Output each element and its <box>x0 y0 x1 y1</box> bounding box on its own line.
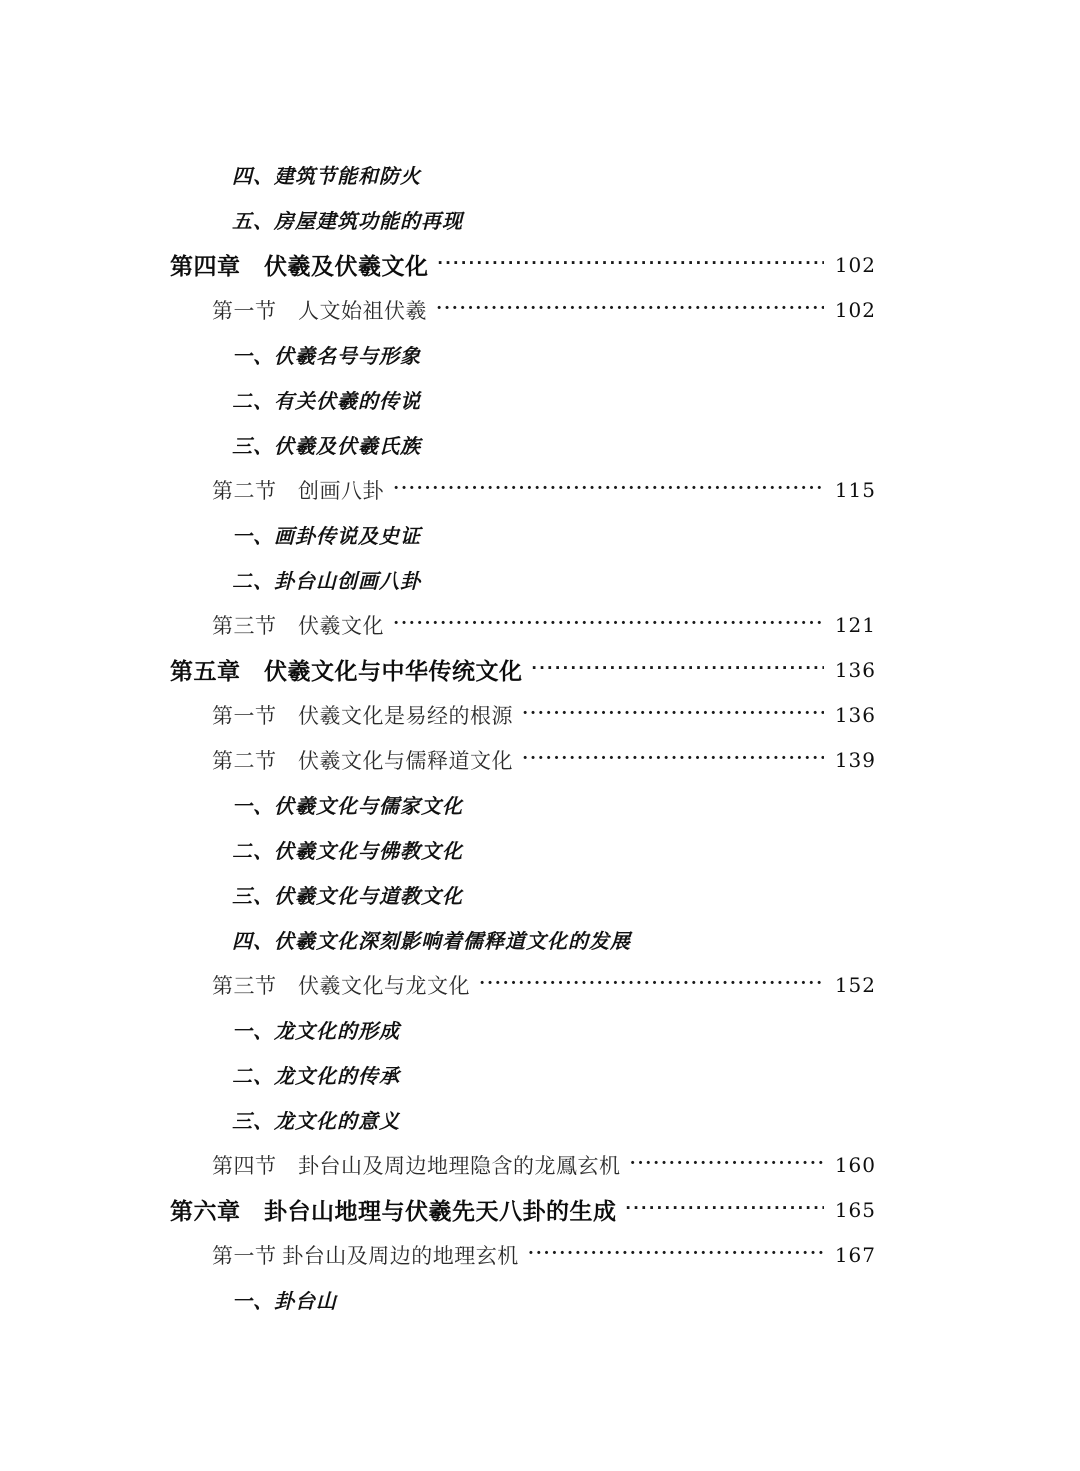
entry-title: 第三节 伏羲文化 <box>212 613 384 638</box>
dot-leader <box>436 298 824 320</box>
toc-entry <box>170 152 876 197</box>
toc-entry <box>170 377 876 422</box>
dot-leader <box>528 1243 824 1265</box>
toc-entry <box>170 917 876 962</box>
toc-entry-chapter <box>170 242 876 287</box>
entry-title: 第五章 伏羲文化与中华传统文化 <box>170 658 523 684</box>
entry-title: 四、建筑节能和防火 <box>232 166 421 188</box>
toc-entry <box>170 512 876 557</box>
entry-page-number: 136 <box>834 702 876 727</box>
dot-leader <box>630 1153 825 1175</box>
entry-page-number: 102 <box>834 297 876 322</box>
dot-leader <box>532 658 825 680</box>
toc-entry <box>170 872 876 917</box>
entry-title: 五、房屋建筑功能的再现 <box>232 211 463 233</box>
entry-page-number: 165 <box>834 1197 876 1222</box>
entry-title: 一、伏羲文化与儒家文化 <box>232 796 463 818</box>
entry-title: 三、伏羲及伏羲氏族 <box>232 436 421 458</box>
entry-title: 三、龙文化的意义 <box>232 1111 400 1133</box>
entry-title: 二、伏羲文化与佛教文化 <box>232 841 463 863</box>
toc-entry <box>170 1052 876 1097</box>
toc-entry <box>170 782 876 827</box>
toc-entry <box>170 827 876 872</box>
entry-page-number: 121 <box>834 612 876 637</box>
entry-title: 第三节 伏羲文化与龙文化 <box>212 973 470 998</box>
entry-page-number: 160 <box>834 1152 876 1177</box>
toc-entry <box>170 1277 876 1322</box>
table-of-contents <box>170 152 876 1322</box>
entry-title: 一、龙文化的形成 <box>232 1021 400 1043</box>
dot-leader <box>393 478 824 500</box>
entry-title: 二、龙文化的传承 <box>232 1066 400 1088</box>
toc-entry-section <box>170 737 876 782</box>
dot-leader <box>438 253 825 275</box>
toc-entry <box>170 197 876 242</box>
entry-page-number: 102 <box>834 252 876 277</box>
toc-entry-chapter <box>170 647 876 692</box>
toc-entry <box>170 1097 876 1142</box>
toc-entry-section <box>170 1142 876 1187</box>
entry-title: 第四节 卦台山及周边地理隐含的龙鳳玄机 <box>212 1153 621 1178</box>
entry-page-number: 167 <box>834 1242 876 1267</box>
dot-leader <box>522 703 824 725</box>
entry-title: 第一节 伏羲文化是易经的根源 <box>212 703 513 728</box>
entry-page-number: 139 <box>834 747 876 772</box>
entry-title: 第六章 卦台山地理与伏羲先天八卦的生成 <box>170 1198 617 1224</box>
entry-title: 二、卦台山创画八卦 <box>232 571 421 593</box>
entry-title: 第四章 伏羲及伏羲文化 <box>170 253 429 279</box>
dot-leader <box>522 748 824 770</box>
entry-title: 第二节 伏羲文化与儒释道文化 <box>212 748 513 773</box>
toc-entry-section <box>170 602 876 647</box>
entry-title: 第一节 卦台山及周边的地理玄机 <box>212 1243 519 1268</box>
entry-title: 一、伏羲名号与形象 <box>232 346 421 368</box>
entry-page-number: 115 <box>834 477 876 502</box>
dot-leader <box>479 973 824 995</box>
entry-title: 一、画卦传说及史证 <box>232 526 421 548</box>
entry-title: 二、有关伏羲的传说 <box>232 391 421 413</box>
dot-leader <box>393 613 824 635</box>
toc-entry <box>170 332 876 377</box>
toc-entry-section <box>170 962 876 1007</box>
entry-page-number: 152 <box>834 972 876 997</box>
entry-title: 三、伏羲文化与道教文化 <box>232 886 463 908</box>
toc-entry-chapter <box>170 1187 876 1232</box>
toc-entry-section <box>170 1232 876 1277</box>
entry-page-number: 136 <box>834 657 876 682</box>
entry-title: 四、伏羲文化深刻影响着儒释道文化的发展 <box>232 931 631 953</box>
entry-title: 一、卦台山 <box>232 1291 337 1313</box>
entry-title: 第二节 创画八卦 <box>212 478 384 503</box>
toc-entry <box>170 1007 876 1052</box>
dot-leader <box>626 1198 825 1220</box>
entry-title: 第一节 人文始祖伏羲 <box>212 298 427 323</box>
toc-entry <box>170 557 876 602</box>
toc-entry-section <box>170 467 876 512</box>
toc-entry-section <box>170 692 876 737</box>
toc-entry-section <box>170 287 876 332</box>
toc-entry <box>170 422 876 467</box>
